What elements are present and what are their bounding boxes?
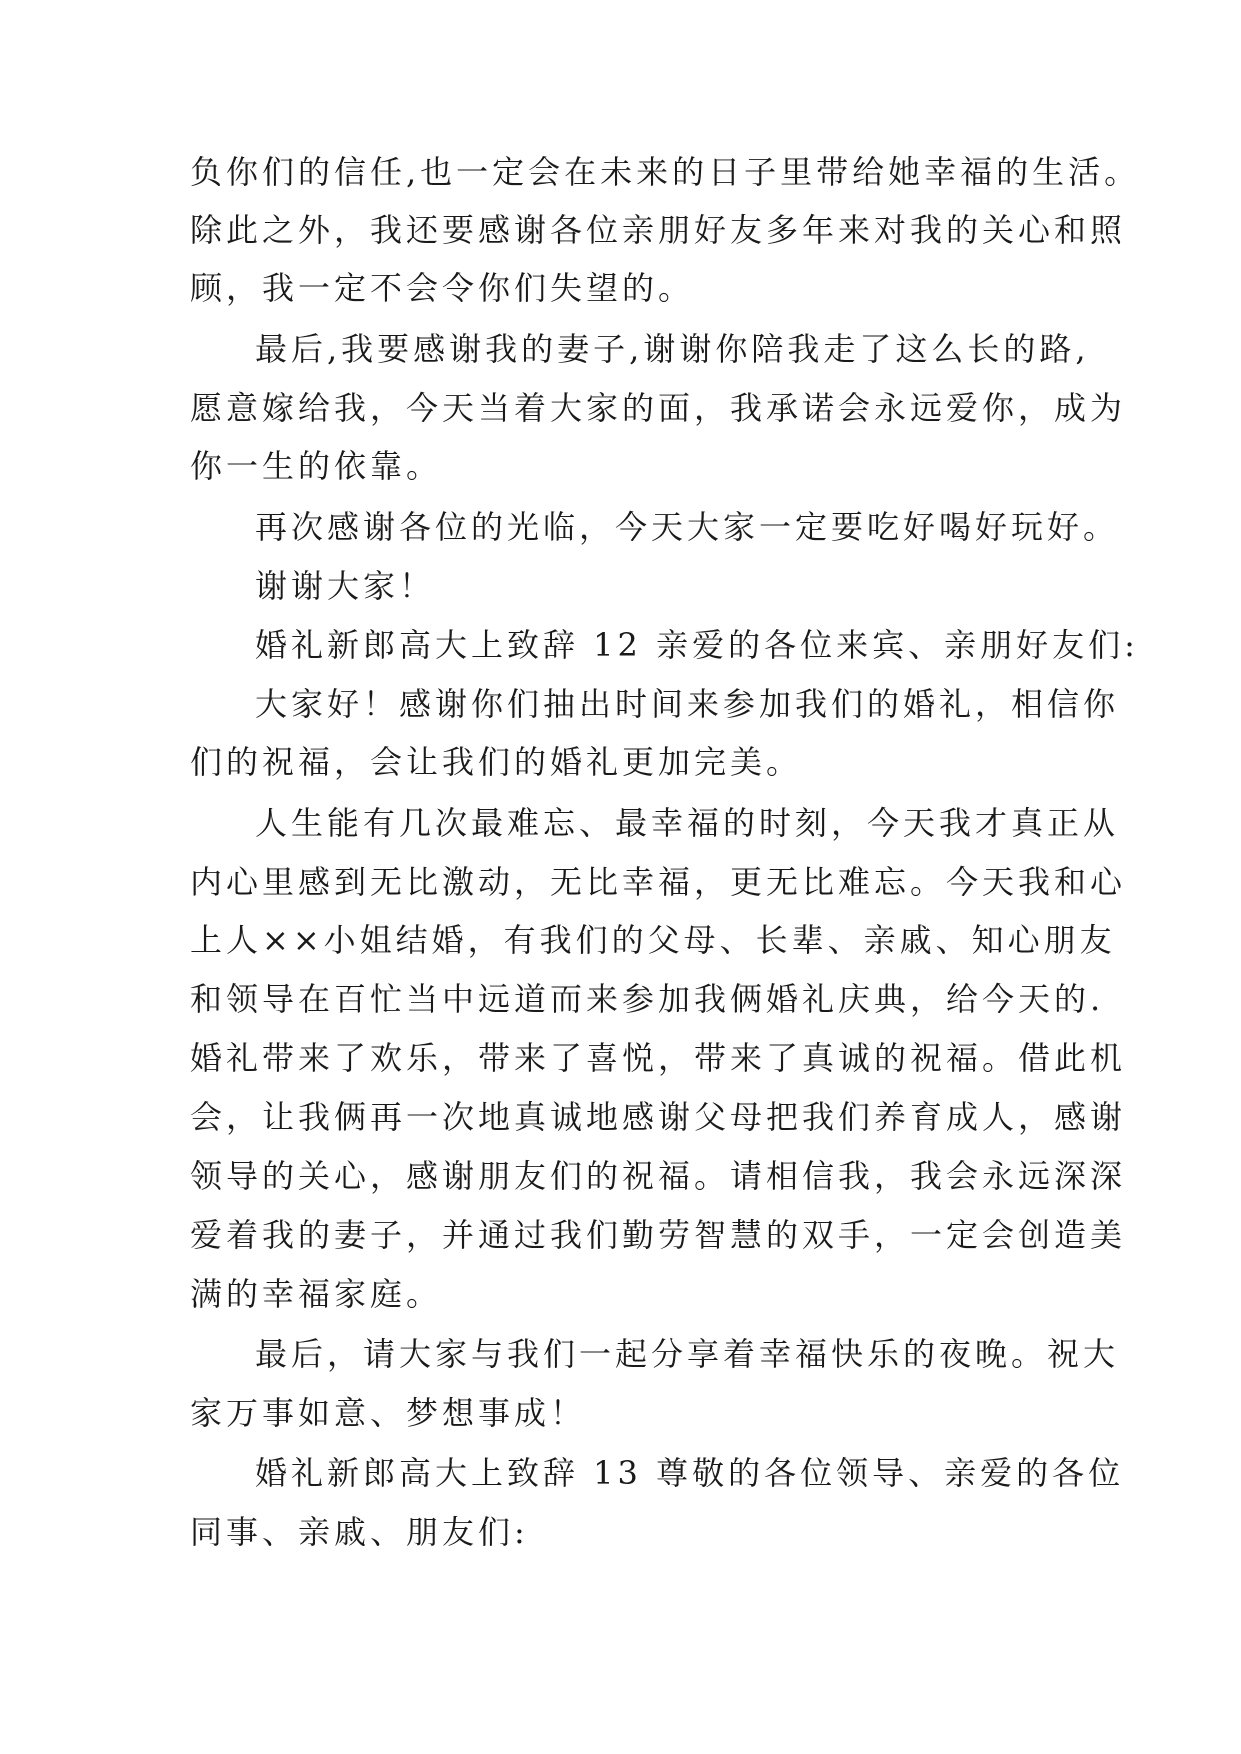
text-line: 大家好！感谢你们抽出时间来参加我们的婚礼，相信你 [255, 685, 1120, 723]
text-line: 婚礼新郎高大上致辞 13 尊敬的各位领导、亲爱的各位 [255, 1454, 1125, 1492]
text-line: 满的幸福家庭。 [190, 1275, 443, 1313]
text-line: 顾，我一定不会令你们失望的。 [190, 269, 695, 307]
text-line: 你一生的依靠。 [190, 447, 443, 485]
text-line: 婚礼新郎高大上致辞 12 亲爱的各位来宾、亲朋好友们: [255, 626, 1139, 664]
text-line: 同事、亲戚、朋友们: [190, 1513, 529, 1551]
text-line: 婚礼带来了欢乐，带来了喜悦，带来了真诚的祝福。借此机 [190, 1039, 1127, 1077]
text-line: 人生能有几次最难忘、最幸福的时刻，今天我才真正从 [255, 804, 1120, 842]
text-line: 再次感谢各位的光临，今天大家一定要吃好喝好玩好。 [255, 508, 1120, 546]
text-line: 内心里感到无比激动，无比幸福，更无比难忘。今天我和心 [190, 863, 1127, 901]
text-line: 愿意嫁给我，今天当着大家的面，我承诺会永远爱你，成为 [190, 389, 1127, 427]
text-line: 会，让我俩再一次地真诚地感谢父母把我们养育成人，感谢 [190, 1098, 1127, 1136]
text-line: 领导的关心，感谢朋友们的祝福。请相信我，我会永远深深 [190, 1157, 1127, 1195]
text-line: 爱着我的妻子，并通过我们勤劳智慧的双手，一定会创造美 [190, 1216, 1127, 1254]
text-line: 最后,我要感谢我的妻子,谢谢你陪我走了这么长的路, [255, 330, 1090, 368]
text-line: 负你们的信任,也一定会在未来的日子里带给她幸福的生活。 [190, 153, 1141, 191]
text-line: 和领导在百忙当中远道而来参加我俩婚礼庆典，给今天的. [190, 980, 1105, 1018]
text-line: 上人××小姐结婚，有我们的父母、长辈、亲戚、知心朋友 [190, 921, 1116, 959]
text-line: 们的祝福，会让我们的婚礼更加完美。 [190, 743, 803, 781]
text-line: 家万事如意、梦想事成！ [190, 1394, 587, 1432]
text-line: 最后，请大家与我们一起分享着幸福快乐的夜晚。祝大 [255, 1335, 1120, 1373]
text-line: 除此之外，我还要感谢各位亲朋好友多年来对我的关心和照 [190, 211, 1127, 249]
text-line: 谢谢大家！ [255, 567, 436, 605]
